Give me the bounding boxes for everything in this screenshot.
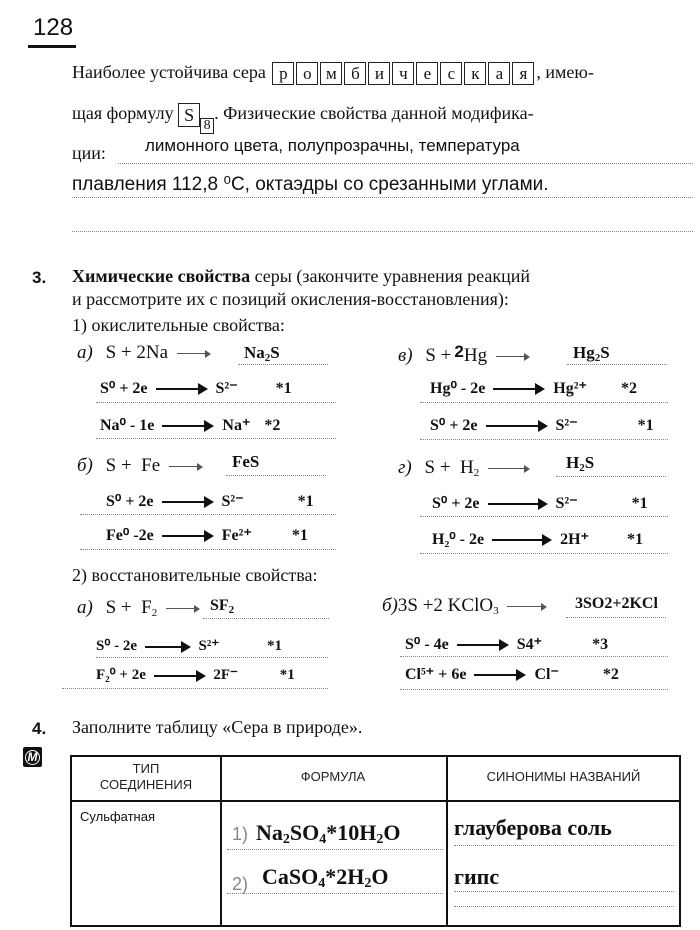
task3-title-bold: Химические свойства	[72, 266, 251, 286]
half-left: S⁰ - 4e	[405, 636, 449, 653]
dotted-line	[96, 438, 336, 439]
reaction-label: б)	[77, 455, 93, 476]
reaction-b2	[382, 595, 551, 617]
half-left: F₂⁰ + 2e	[96, 667, 146, 683]
letter-box[interactable]: б	[344, 62, 366, 85]
arrow-icon	[507, 602, 547, 612]
arrow-icon	[162, 420, 214, 432]
half-reaction[interactable]	[405, 634, 608, 654]
dotted-line	[420, 439, 668, 440]
dotted-line	[420, 553, 668, 554]
arrow-icon	[169, 462, 203, 472]
dotted-line	[454, 891, 674, 892]
reaction-label: в)	[398, 345, 413, 366]
half-reaction[interactable]	[430, 415, 654, 435]
half-coef: *1	[637, 417, 654, 434]
half-coef: *1	[275, 380, 292, 397]
dotted-line	[420, 402, 668, 403]
table-synonym[interactable]: гипс	[454, 864, 500, 889]
reduc-heading: 2) восстановительные свойства:	[72, 565, 318, 585]
half-left: S⁰ + 2e	[100, 380, 148, 397]
half-reaction[interactable]	[405, 664, 619, 684]
arrow-icon	[492, 534, 552, 546]
m-marker-letter: M	[25, 750, 40, 765]
formula-index-box[interactable]: 8	[200, 118, 214, 134]
reaction-lhs-hg: Hg	[463, 345, 488, 366]
half-coef: *1	[267, 638, 283, 654]
dotted-line	[80, 549, 336, 550]
arrow-icon	[486, 420, 548, 432]
half-reaction[interactable]	[96, 665, 295, 684]
reaction-lhs-s: S +	[425, 345, 452, 366]
table-header-type	[72, 761, 220, 793]
letter-boxes	[272, 62, 534, 85]
half-right: Fe²⁺	[221, 527, 252, 544]
half-coef: *1	[291, 527, 308, 544]
dotted-line	[96, 402, 336, 403]
page-number-underline	[28, 45, 76, 48]
arrow-icon	[145, 641, 191, 653]
reaction-lhs-sub: 2	[151, 607, 158, 619]
formula-value: $CaSO_4*2H_2O$	[262, 864, 389, 891]
task3-title-line2: и рассмотрите их с позиций окисления-восстановления):	[72, 289, 509, 309]
table-header-synonyms: СИНОНИМЫ НАЗВАНИЙ	[486, 769, 641, 784]
reaction-lhs: S + F	[105, 597, 152, 618]
half-left: Cl⁵⁺ + 6e	[405, 666, 467, 683]
half-left: S⁰ + 2e	[430, 417, 478, 434]
letter-box[interactable]: ч	[392, 62, 414, 85]
half-left: S⁰ + 2e	[106, 493, 154, 510]
intro-line-2	[72, 103, 534, 134]
half-right: S²⁻	[555, 417, 578, 434]
dotted-line	[227, 893, 443, 894]
half-coef: *3	[592, 636, 609, 653]
intro-text-5: ции:	[72, 143, 106, 163]
reaction-product[interactable]: $Hg_2S$	[573, 343, 610, 364]
letter-box[interactable]: е	[416, 62, 438, 85]
half-coef: *2	[620, 380, 637, 397]
dotted-line	[80, 514, 336, 515]
arrow-icon	[166, 604, 200, 614]
half-right: Cl⁻	[534, 666, 559, 683]
reaction-a2	[77, 597, 204, 619]
dotted-line	[566, 617, 666, 618]
dotted-line	[72, 197, 693, 198]
dotted-line	[118, 163, 693, 164]
answer-line-1[interactable]: лимонного цвета, полупрозрачны, температура	[145, 136, 520, 155]
half-left: H₂⁰ - 2e	[432, 531, 485, 548]
reaction-product[interactable]: $SF_2$	[210, 597, 235, 616]
letter-box[interactable]: р	[272, 62, 294, 85]
header-line: ТИП	[132, 761, 160, 776]
half-reaction[interactable]	[96, 636, 282, 655]
table-header-formula: ФОРМУЛА	[300, 769, 366, 784]
table-divider	[72, 800, 679, 802]
half-left: Fe⁰ -2e	[106, 527, 154, 544]
letter-box[interactable]: с	[440, 62, 462, 85]
reaction-v	[398, 342, 534, 367]
arrow-icon	[156, 383, 208, 395]
half-coef: *2	[264, 417, 281, 434]
half-coef: *1	[626, 531, 643, 548]
reaction-a	[77, 342, 215, 364]
dotted-line	[226, 475, 326, 476]
table-formula-row[interactable]	[232, 820, 401, 848]
page-number: 128	[33, 14, 74, 41]
half-reaction[interactable]	[106, 525, 308, 545]
half-left: Hg⁰ - 2e	[430, 380, 486, 397]
letter-box[interactable]: я	[512, 62, 534, 85]
letter-box[interactable]: а	[488, 62, 510, 85]
dotted-line	[203, 618, 329, 619]
half-right: Na⁺	[222, 417, 251, 434]
intro-line-1	[72, 62, 594, 85]
formula-number: 2)	[232, 874, 249, 894]
answer-line-2[interactable]: плавления 112,8 ⁰C, октаэдры со срезанными углами.	[72, 174, 549, 195]
dotted-line	[454, 845, 674, 846]
half-reaction[interactable]	[106, 491, 314, 511]
dotted-line	[72, 231, 693, 232]
reaction-lhs: 3S +2 KClO	[397, 595, 494, 616]
dotted-line	[400, 689, 668, 690]
dotted-line	[556, 476, 666, 477]
reaction-b	[77, 455, 207, 477]
reaction-label: г)	[398, 457, 412, 478]
reaction-product[interactable]: $H_2S$	[566, 453, 595, 474]
half-coef: *1	[279, 667, 295, 683]
m-marker-icon	[23, 747, 42, 767]
task4-title: Заполните таблицу «Сера в природе».	[72, 717, 363, 737]
table-formula-row[interactable]	[232, 864, 389, 895]
half-reaction[interactable]	[430, 378, 637, 398]
half-coef: *1	[631, 495, 648, 512]
half-coef: *2	[602, 666, 619, 683]
task3-title	[72, 266, 530, 287]
half-right: Hg²⁺	[553, 380, 587, 397]
arrow-icon	[496, 352, 530, 362]
arrow-icon	[493, 383, 545, 395]
reaction-lhs-coef[interactable]: 2	[454, 342, 464, 361]
half-right: S²⁺	[198, 638, 220, 654]
arrow-icon	[177, 349, 211, 359]
half-reaction[interactable]	[432, 529, 643, 549]
half-right: S²⁻	[221, 493, 244, 510]
reaction-lhs: S + Fe	[105, 455, 161, 476]
dotted-line	[454, 906, 674, 907]
half-right: S²⁻	[555, 495, 578, 512]
formula-value: $Na_2SO_4*10H_2O$	[256, 820, 401, 847]
dotted-line	[96, 657, 328, 658]
header-line: СОЕДИНЕНИЯ	[99, 777, 193, 792]
task4-number: 4.	[32, 719, 47, 738]
half-right: 2F⁻	[213, 667, 238, 683]
arrow-icon	[488, 498, 548, 510]
arrow-icon	[154, 670, 206, 682]
oxid-heading: 1) окислительные свойства:	[72, 315, 285, 335]
reaction-label: а)	[77, 342, 93, 363]
intro-text-1: Наиболее устойчива сера	[72, 62, 266, 82]
intro-text-2: , имею-	[536, 62, 594, 82]
reaction-product[interactable]: 3SO2+2KCl	[575, 595, 658, 612]
reaction-product[interactable]: FeS	[232, 452, 260, 471]
reaction-lhs-sub: 3	[493, 605, 499, 617]
arrow-icon	[457, 639, 509, 651]
half-right: S4⁺	[516, 636, 543, 653]
intro-text-3: щая формулу	[72, 103, 174, 124]
reaction-label: а)	[77, 597, 93, 618]
letter-box[interactable]: и	[368, 62, 390, 85]
half-left: Na⁰ - 1e	[100, 417, 155, 434]
reaction-g	[398, 457, 534, 479]
formula-symbol-box[interactable]: S	[178, 103, 200, 127]
half-left: S⁰ + 2e	[432, 495, 480, 512]
arrow-icon	[474, 669, 526, 681]
half-reaction[interactable]	[432, 493, 648, 513]
task3-title-rest: серы (закончите уравнения реакций	[250, 266, 530, 286]
dotted-line	[62, 688, 328, 689]
arrow-icon	[162, 496, 214, 508]
arrow-icon	[162, 530, 214, 542]
reaction-product[interactable]: $Na_2S$	[244, 343, 280, 364]
sulfur-in-nature-table	[70, 755, 681, 927]
reaction-lhs: S + H	[424, 457, 474, 478]
letter-box[interactable]: к	[464, 62, 486, 85]
half-reaction[interactable]	[100, 415, 280, 435]
dotted-line	[420, 516, 668, 517]
half-right: 2H⁺	[560, 531, 589, 548]
half-reaction[interactable]	[100, 378, 292, 398]
intro-text-4: . Физические свойства данной модифика-	[214, 103, 534, 124]
task3-number: 3.	[32, 268, 47, 287]
half-left: S⁰ - 2e	[96, 638, 138, 654]
table-synonym[interactable]: глауберова соль	[454, 815, 612, 840]
dotted-line	[227, 849, 443, 850]
reaction-lhs-sub: 2	[473, 467, 480, 479]
dotted-line	[238, 364, 328, 365]
dotted-line	[400, 656, 668, 657]
letter-box[interactable]: о	[296, 62, 318, 85]
arrow-icon	[488, 464, 530, 474]
half-coef: *1	[297, 493, 314, 510]
dotted-line	[567, 364, 667, 365]
letter-box[interactable]: м	[320, 62, 342, 85]
table-cell-type[interactable]: Сульфатная	[80, 809, 156, 824]
half-right: S²⁻	[215, 380, 238, 397]
formula-number: 1)	[232, 824, 249, 844]
reaction-label: б)	[382, 595, 398, 616]
reaction-lhs: S + 2Na	[105, 342, 169, 363]
